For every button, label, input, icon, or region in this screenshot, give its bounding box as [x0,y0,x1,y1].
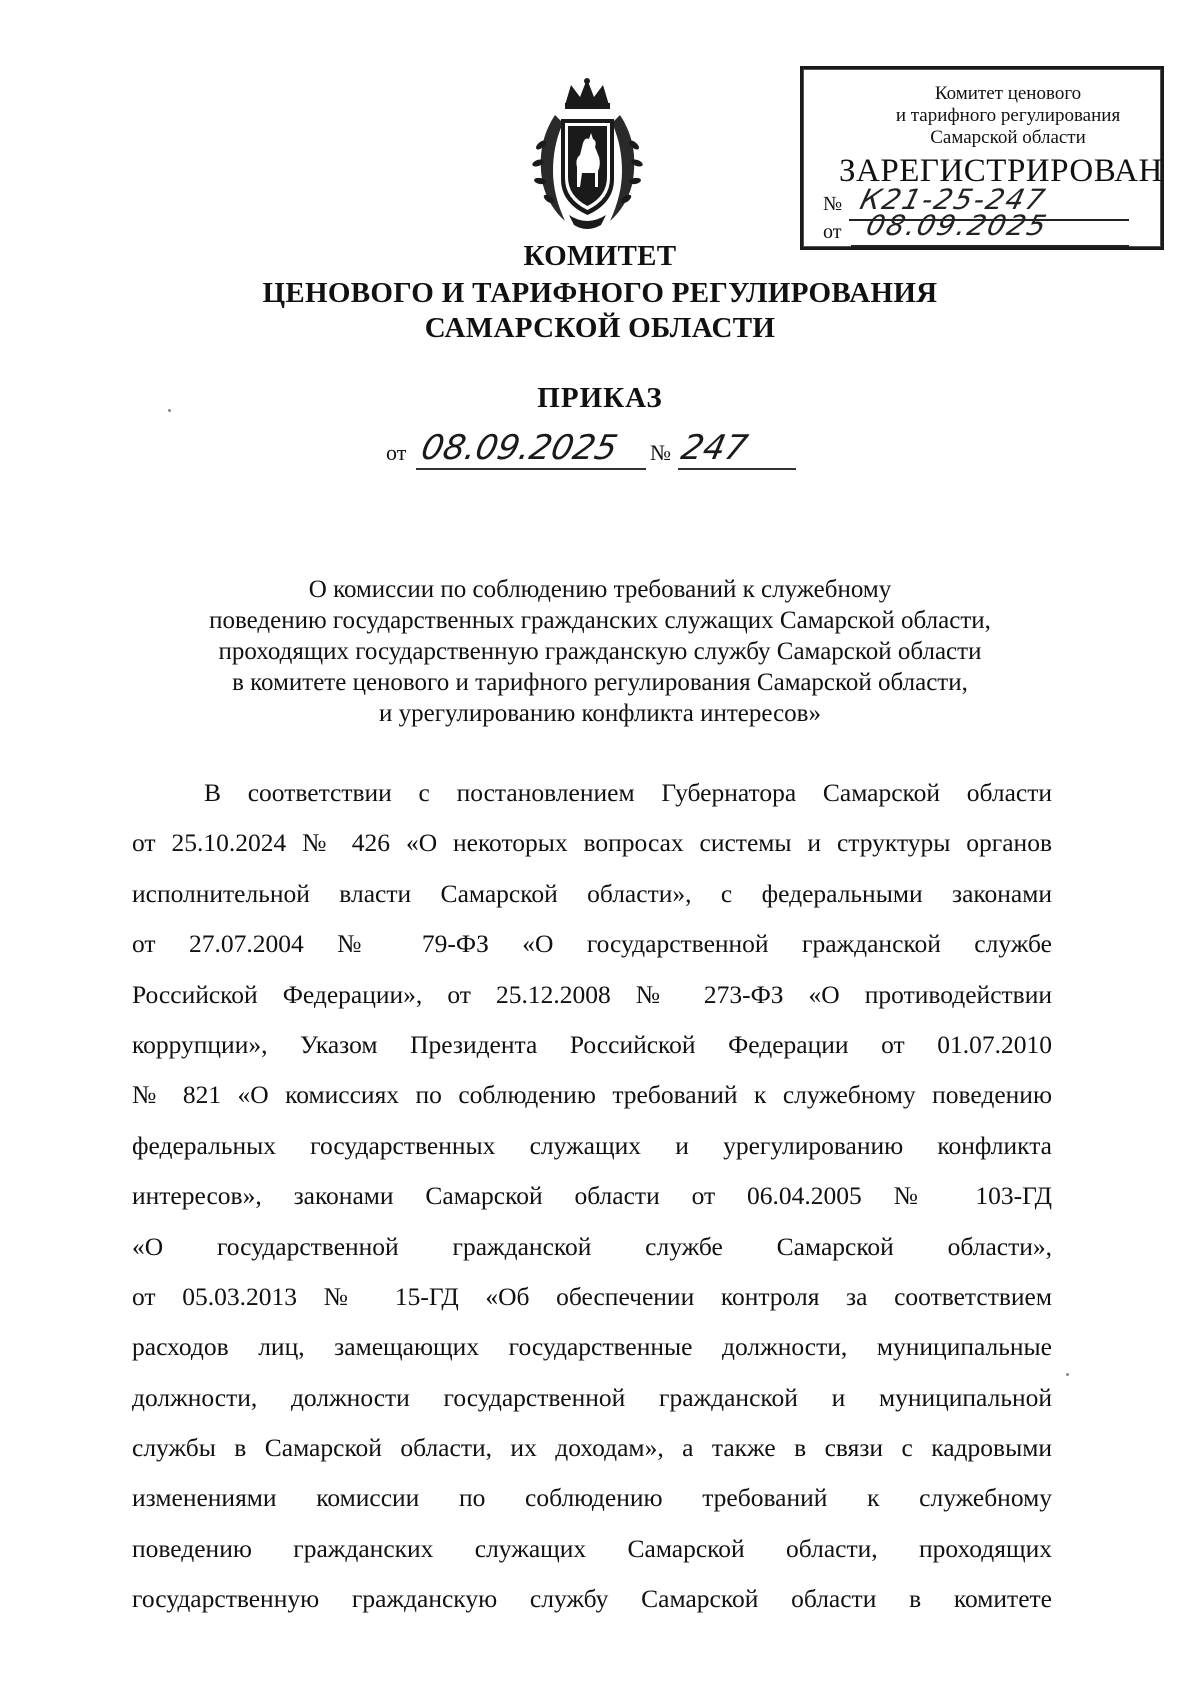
stamp-date-handwritten: 08.09.2025 [862,209,1052,242]
body-line: государственную гражданскую службу Самарской области в комитете [132,1584,1052,1614]
order-date-label: от [386,440,407,465]
body-line: службы в Самарской области, их доходам», а также в связи с кадровыми [132,1433,1052,1463]
body-line: интересов», законами Самарской области от 06.04.2005 № 103-ГД [132,1181,1052,1211]
stamp-org-line1: Комитет ценового [934,83,1082,104]
subject-line: проходящих государственную гражданскую службу Самарской области [218,638,982,665]
body-line: коррупции», Указом Президента Российской Федерации от 01.07.2010 [132,1029,1052,1059]
body-line: от 27.07.2004 № 79-ФЗ «О государственной гражданской службе [132,929,1052,959]
scan-speck [1066,1373,1069,1376]
body-line: «О государственной гражданской службе Самарской области», [132,1231,1052,1261]
order-subject [100,574,1100,729]
body-line: В соответствии с постановлением Губернатора Самарской области [204,778,1052,807]
subject-line: О комиссии по соблюдению требований к служебному [308,576,892,603]
subject-line: в комитете ценового и тарифного регулирования Самарской области, [232,669,968,696]
stamp-number-handwritten: К21-25-247 [856,183,1050,216]
order-date-handwritten: 08.09.2025 [417,428,621,468]
org-name-line1: КОМИТЕТ [523,240,677,272]
order-number-handwritten: 247 [677,428,752,468]
body-line: расходов лиц, замещающих государственные должности, муниципальные [132,1332,1052,1362]
stamp-number-label: № [823,193,843,215]
order-date-number-line [386,428,806,468]
body-line: от 25.10.2024 № 426 «О некоторых вопросах системы и структуры органов [132,828,1052,858]
body-line: исполнительной власти Самарской области», с федеральными законами [132,878,1052,908]
stamp-org-line3: Самарской области [930,127,1086,148]
coat-of-arms-emblem [525,75,650,233]
subject-line: и урегулированию конфликта интересов» [379,700,821,727]
document-type-title: ПРИКАЗ [537,382,663,414]
body-line: федеральных государственных служащих и урегулированию конфликта [132,1130,1052,1160]
order-number-label: № [650,440,671,465]
org-name-line3: САМАРСКОЙ ОБЛАСТИ [424,312,776,344]
stamp-status: ЗАРЕГИСТРИРОВАН [839,153,1163,189]
order-body [132,768,1052,1625]
stamp-org-line2: и тарифного регулирования [895,105,1121,126]
body-line: от 05.03.2013 № 15-ГД «Об обеспечении контроля за соответствием [132,1281,1052,1311]
body-line: должности, должности государственной гражданской и муниципальной [132,1382,1052,1412]
body-line: № 821 «О комиссиях по соблюдению требований к служебному поведению [132,1080,1052,1110]
body-line: поведению гражданских служащих Самарской области, проходящих [132,1533,1052,1563]
subject-line: поведению государственных гражданских служащих Самарской области, [209,607,991,634]
registration-stamp [800,66,1164,250]
body-line: изменениями комиссии по соблюдению требований к служебному [132,1483,1052,1513]
body-line: Российской Федерации», от 25.12.2008 № 273-ФЗ «О противодействии [132,979,1052,1009]
stamp-date-label: от [823,221,842,243]
org-name-line2: ЦЕНОВОГО И ТАРИФНОГО РЕГУЛИРОВАНИЯ [262,277,938,309]
scan-speck [168,409,171,412]
